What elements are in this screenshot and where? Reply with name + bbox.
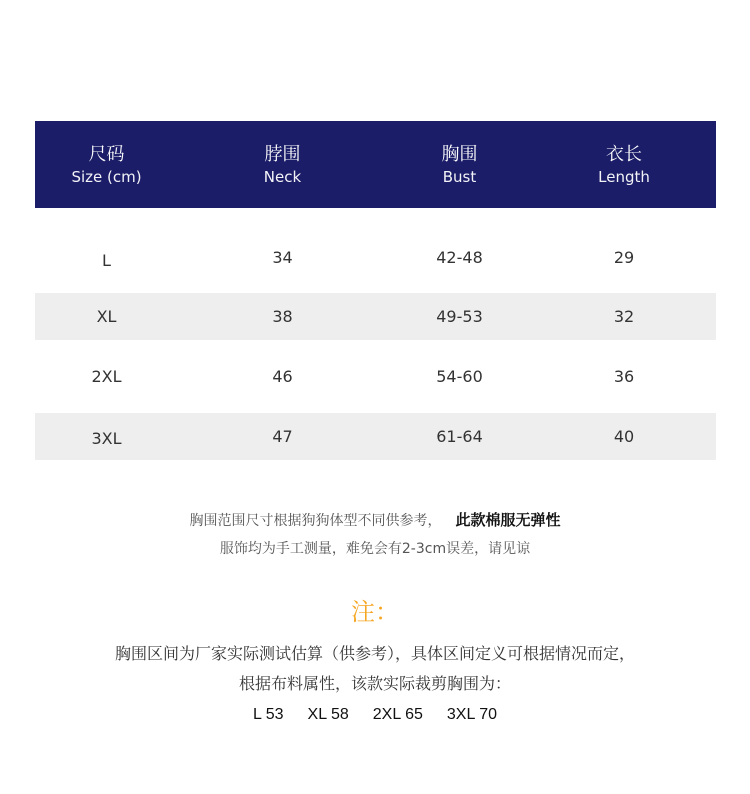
cell-size: XL — [96, 307, 117, 326]
note-cut-bust: 根据布料属性，该款实际裁剪胸围为： — [238, 674, 511, 693]
cell-length: 36 — [613, 367, 635, 386]
table-row — [35, 293, 716, 340]
cell-bust: 61-64 — [436, 427, 483, 446]
header-neck-en: Neck — [263, 167, 302, 186]
note-reference-text: 胸围范围尺寸根据狗狗体型不同供参考， — [189, 513, 442, 529]
header-bust-cn: 胸围 — [441, 143, 478, 165]
header-bust-en: Bust — [442, 167, 477, 186]
cell-neck: 38 — [272, 307, 293, 326]
cell-length: 29 — [613, 247, 635, 267]
bust-value-2xl: 2XL 65 — [372, 706, 423, 723]
cell-size: 2XL — [91, 367, 122, 386]
table-row — [35, 221, 716, 293]
note-reference-line — [0, 509, 750, 530]
bust-value-xl: XL 58 — [307, 706, 349, 723]
header-size-cn: 尺码 — [88, 143, 125, 165]
size-table — [35, 121, 716, 460]
table-header — [35, 121, 716, 208]
note-no-elasticity: 此款棉服无弹性 — [455, 511, 561, 529]
header-size — [35, 121, 178, 208]
cell-bust: 49-53 — [436, 307, 483, 326]
header-neck — [178, 121, 387, 208]
note-bust-range: 胸围区间为厂家实际测试估算（供参考），具体区间定义可根据情况而定， — [114, 644, 635, 663]
cell-neck: 47 — [272, 427, 293, 446]
table-row — [35, 340, 716, 413]
table-row — [35, 413, 716, 460]
cell-length: 40 — [613, 427, 635, 446]
header-size-en: Size (cm) — [71, 167, 142, 186]
bust-value-3xl: 3XL 70 — [446, 706, 497, 723]
cell-bust: 54-60 — [436, 367, 483, 386]
header-length-cn: 衣长 — [606, 143, 642, 165]
cell-size: L — [102, 250, 111, 270]
cell-length: 32 — [613, 307, 635, 326]
cell-size: 3XL — [91, 429, 122, 448]
note-title: 注： — [351, 598, 399, 626]
cut-bust-values — [0, 706, 750, 724]
header-neck-cn: 脖围 — [264, 143, 301, 165]
note-measurement-error: 服饰均为手工测量，难免会有2-3cm误差，请见谅 — [219, 541, 531, 557]
header-length — [532, 121, 716, 208]
bust-value-l: L 53 — [252, 706, 284, 723]
cell-neck: 46 — [272, 367, 293, 386]
cell-bust: 42-48 — [436, 247, 483, 267]
header-bust — [387, 121, 532, 208]
header-length-en: Length — [598, 167, 650, 186]
cell-neck: 34 — [272, 247, 293, 267]
